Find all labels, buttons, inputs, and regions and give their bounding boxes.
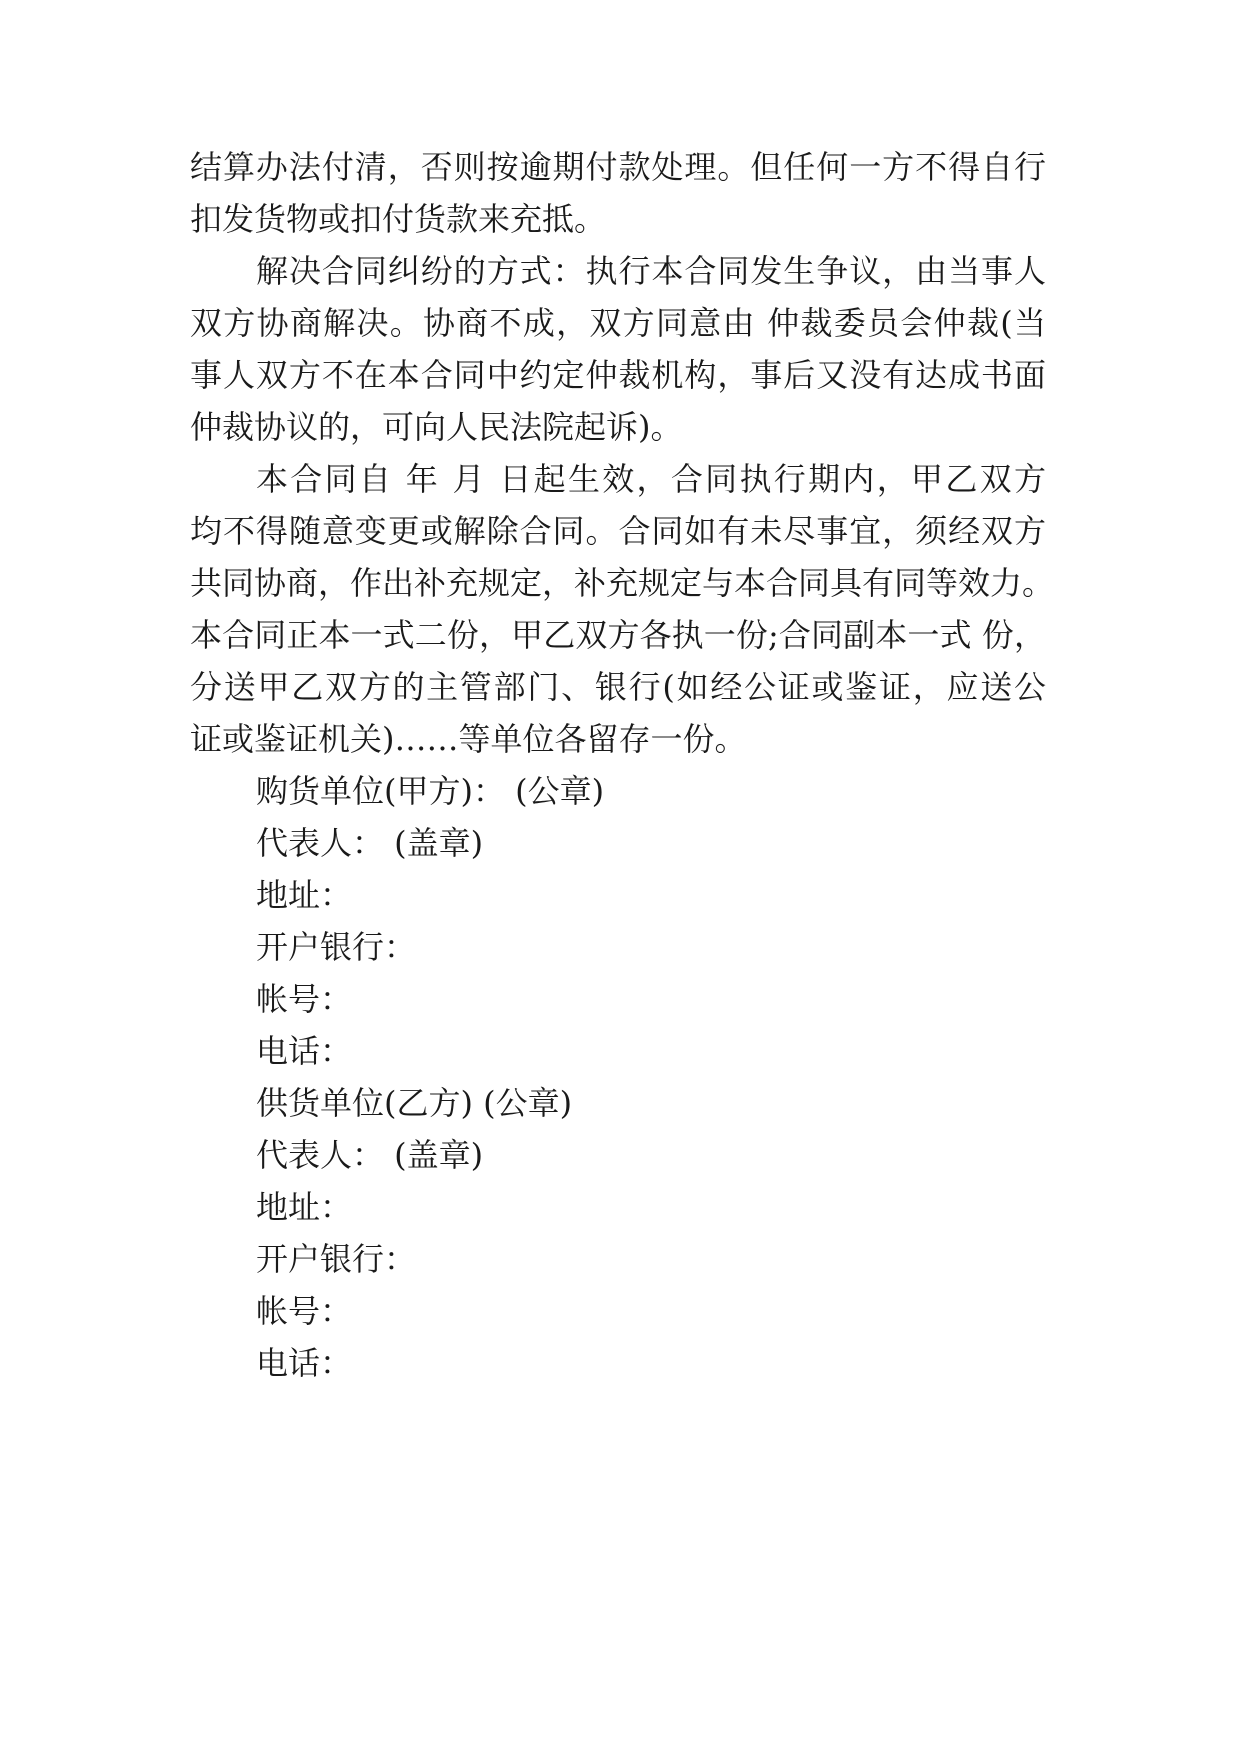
paragraph-line: 分送甲乙双方的主管部门、银行(如经公证或鉴证，应送公: [190, 668, 1046, 706]
paragraph-line: 共同协商，作出补充规定，补充规定与本合同具有同等效力。: [190, 564, 1055, 602]
paragraph-line: 证或鉴证机关)……等单位各留存一份。: [190, 720, 747, 758]
party-b-unit: 供货单位(乙方) (公章): [256, 1084, 573, 1122]
party-a-bank: 开户银行：: [256, 928, 417, 966]
paragraph-line: 双方协商解决。协商不成，双方同意由 仲裁委员会仲裁(当: [190, 304, 1046, 342]
party-b-phone: 电话：: [256, 1344, 353, 1382]
paragraph-line: 结算办法付清，否则按逾期付款处理。但任何一方不得自行: [190, 148, 1046, 186]
paragraph-line: 解决合同纠纷的方式：执行本合同发生争议，由当事人: [256, 252, 1046, 290]
paragraph-line: 均不得随意变更或解除合同。合同如有未尽事宜，须经双方: [190, 512, 1046, 550]
paragraph-line: 仲裁协议的，可向人民法院起诉)。: [190, 408, 683, 446]
party-b-account: 帐号：: [256, 1292, 353, 1330]
party-a-representative: 代表人： (盖章): [256, 824, 484, 862]
party-b-address: 地址：: [256, 1188, 353, 1226]
party-b-representative: 代表人： (盖章): [256, 1136, 484, 1174]
party-b-bank: 开户银行：: [256, 1240, 417, 1278]
paragraph-line: 本合同自 年 月 日起生效，合同执行期内，甲乙双方: [256, 460, 1046, 498]
paragraph-line: 本合同正本一式二份，甲乙双方各执一份;合同副本一式 份，: [190, 616, 1046, 654]
party-a-unit: 购货单位(甲方)： (公章): [256, 772, 605, 810]
party-a-account: 帐号：: [256, 980, 353, 1018]
paragraph-line: 扣发货物或扣付货款来充抵。: [190, 200, 607, 238]
paragraph-line: 事人双方不在本合同中约定仲裁机构，事后又没有达成书面: [190, 356, 1046, 394]
party-a-address: 地址：: [256, 876, 353, 914]
party-a-phone: 电话：: [256, 1032, 353, 1070]
